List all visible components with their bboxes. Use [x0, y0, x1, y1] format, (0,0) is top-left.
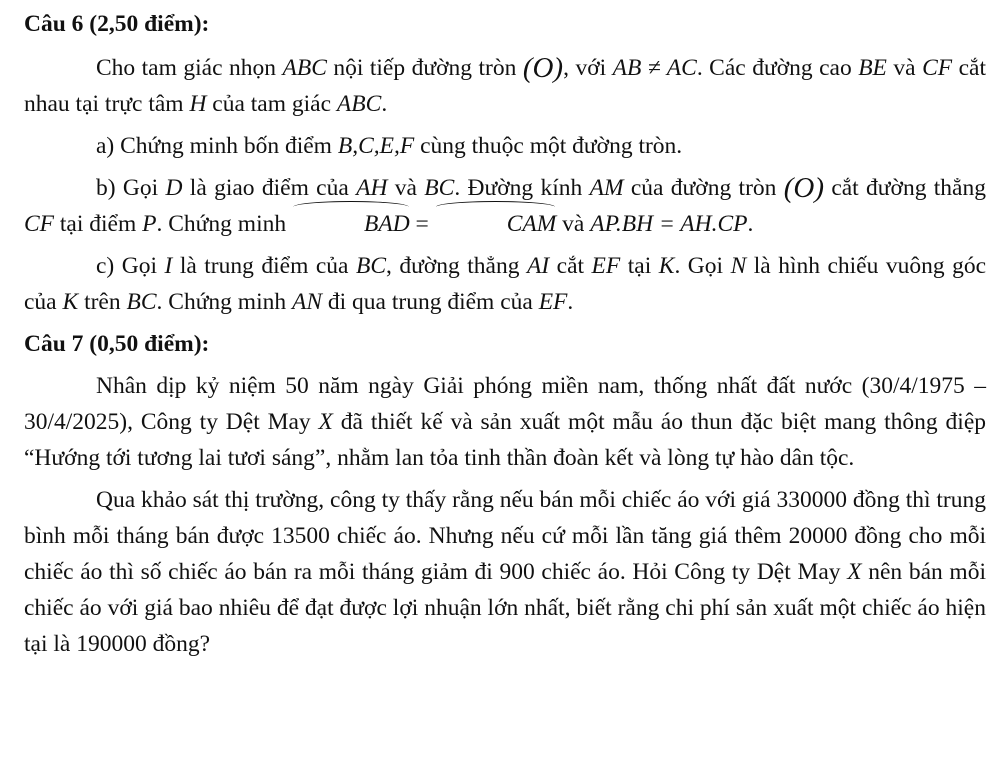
question-6-part-c: c) Gọi I là trung điểm của BC, đường thẳng AI cắt EF tại K. Gọi N là hình chiếu vuông góc của K trên BC. Chứng minh AN đi qua trung điểm của EF.: [24, 253, 987, 315]
angle-cam: CAM: [435, 206, 557, 242]
question-6-intro: Cho tam giác nhọn ABC nội tiếp đường tròn (O), với AB ≠ AC. Các đường cao BE và CF cắt nhau tại trực tâm H của tam giác ABC.: [24, 52, 986, 117]
question-6-heading: Câu 6 (2,50 điểm):: [24, 11, 210, 37]
question-7-heading: Câu 7 (0,50 điểm):: [24, 331, 210, 357]
question-7-paragraph-2: Qua khảo sát thị trường, công ty thấy rằng nếu bán mỗi chiếc áo với giá 330000 đồng thì trung bình mỗi tháng bán được 13500 chiếc áo. Nhưng nếu cứ mỗi lần tăng giá thêm 20000 đồng cho mỗi chiếc áo thì số chiếc áo bán ra mỗi tháng giảm đi 900 chiếc áo. Hỏi Công ty Dệt May X nên bán mỗi chiếc áo với giá bao nhiêu để đạt được lợi nhuận lớn nhất, biết rằng chi phí sản xuất một chiếc áo hiện tại là 190000 đồng?: [24, 487, 987, 657]
question-6-part-a: a) Chứng minh bốn điểm B,C,E,F cùng thuộc một đường tròn.: [96, 133, 683, 159]
question-6-part-b: b) Gọi D là giao điểm của AH và BC. Đường kính AM của đường tròn (O) cắt đường thẳng CF tại điểm P. Chứng minh BAD = CAM và AP.BH = AH.CP.: [24, 170, 986, 242]
angle-bad: BAD: [292, 206, 410, 242]
question-7-paragraph-1: Nhân dịp kỷ niệm 50 năm ngày Giải phóng miền nam, thống nhất đất nước (30/4/1975 – 30/4/2025), Công ty Dệt May X đã thiết kế và sản xuất một mẫu áo thun đặc biệt mang thông điệp “Hướng tới tương lai tươi sáng”, nhằm lan tỏa tinh thần đoàn kết và lòng tự hào dân tộc.: [24, 373, 986, 471]
